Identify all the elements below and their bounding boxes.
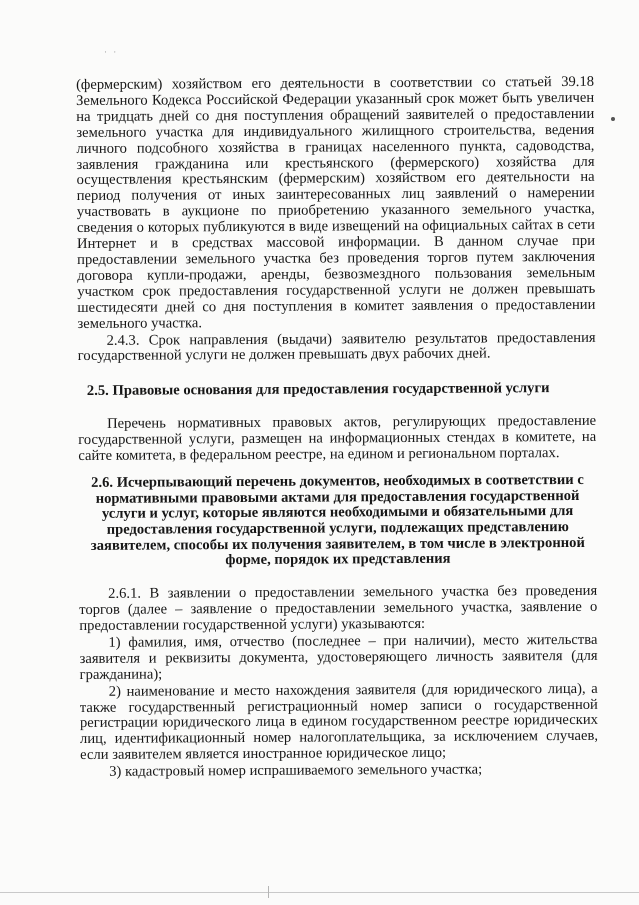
paragraph-legal-acts: Перечень нормативных правовых актов, регулирующих предоставление государственной услуги, размещен на информационных стендах в комитете, на сайте комитета, в федеральном реестре, на едином и региональном порталах. (78, 413, 597, 465)
list-item-1: 1) фамилия, имя, отчество (последнее – при наличии), место жительства заявителя и реквизиты документа, удостоверяющего личность заявителя (для гражданина); (79, 631, 598, 683)
document-body (76, 75, 598, 781)
paragraph-2-6-1: 2.6.1. В заявлении о предоставлении земельного участка без проведения торгов (далее – заявление о предоставлении земельного участка, заявление о предоставлении государственной услуги) указываются: (79, 582, 598, 634)
section-heading-2-5: 2.5. Правовые основания для предоставления государственной услуги (86, 380, 550, 400)
scan-bottom-tick (268, 886, 269, 898)
paragraph-continuation: (фермерским) хозяйством его деятельности в соответствии со статьей 39.18 Земельного Кодекса Российской Федерации указанный срок может быть увеличен на тридцать дней со дня поступления обращений заявителей о предоставлении земельного участка для индивидуального жилищного строительства, ведения личного подсобного хозяйства в границах населенного пункта, садоводства, заявления гражданина или крестьянского (фермерского) хозяйства для осуществления крестьянским (фермерским) хозяйством его деятельности на период получения от иных заинтересованных лиц заявлений о намерении участвовать в аукционе по приобретению указанного земельного участка, сведения о которых публикуются в виде извещений на официальных сайтах в сети Интернет и в средствах массовой информации. В данном случае при предоставлении земельного участка без проведения торгов путем заключения договора купли-продажи, аренды, безвозмездного пользования земельным участком срок предоставления государственной услуги не должен превышать шестидесяти дней со дня поступления в комитет заявления о предоставлении земельного участка. (75, 73, 596, 332)
list-item-3: 3) кадастровый номер испрашиваемого земельного участка; (109, 761, 483, 780)
scan-artifact-dot (611, 117, 615, 121)
scan-bottom-edge (0, 892, 639, 893)
section-heading-2-6: 2.6. Исчерпывающий перечень документов, необходимых в соответствии с нормативными правовыми актами для предоставления государственной услуги и услуг, которые являются необходимыми и обязательными для предоставления государственной услуги, подлежащих представлению заявителем, способы их получения заявителем, в том числе в электронной форме, порядок их представления (90, 471, 585, 569)
scan-artifact-mark: · · (104, 47, 119, 57)
paragraph-2-4-3: 2.4.3. Срок направления (выдачи) заявителю результатов предоставления государственной услуги не должен превышать двух рабочих дней. (77, 329, 596, 365)
list-item-2: 2) наименование и место нахождения заявителя (для юридического лица), а также государственный регистрационный номер записи о государственной регистрации юридического лица в едином государственном реестре юридических лиц, идентификационный номер налогоплательщика, за исключением случаев, если заявителем является иностранное юридическое лицо; (79, 680, 599, 764)
